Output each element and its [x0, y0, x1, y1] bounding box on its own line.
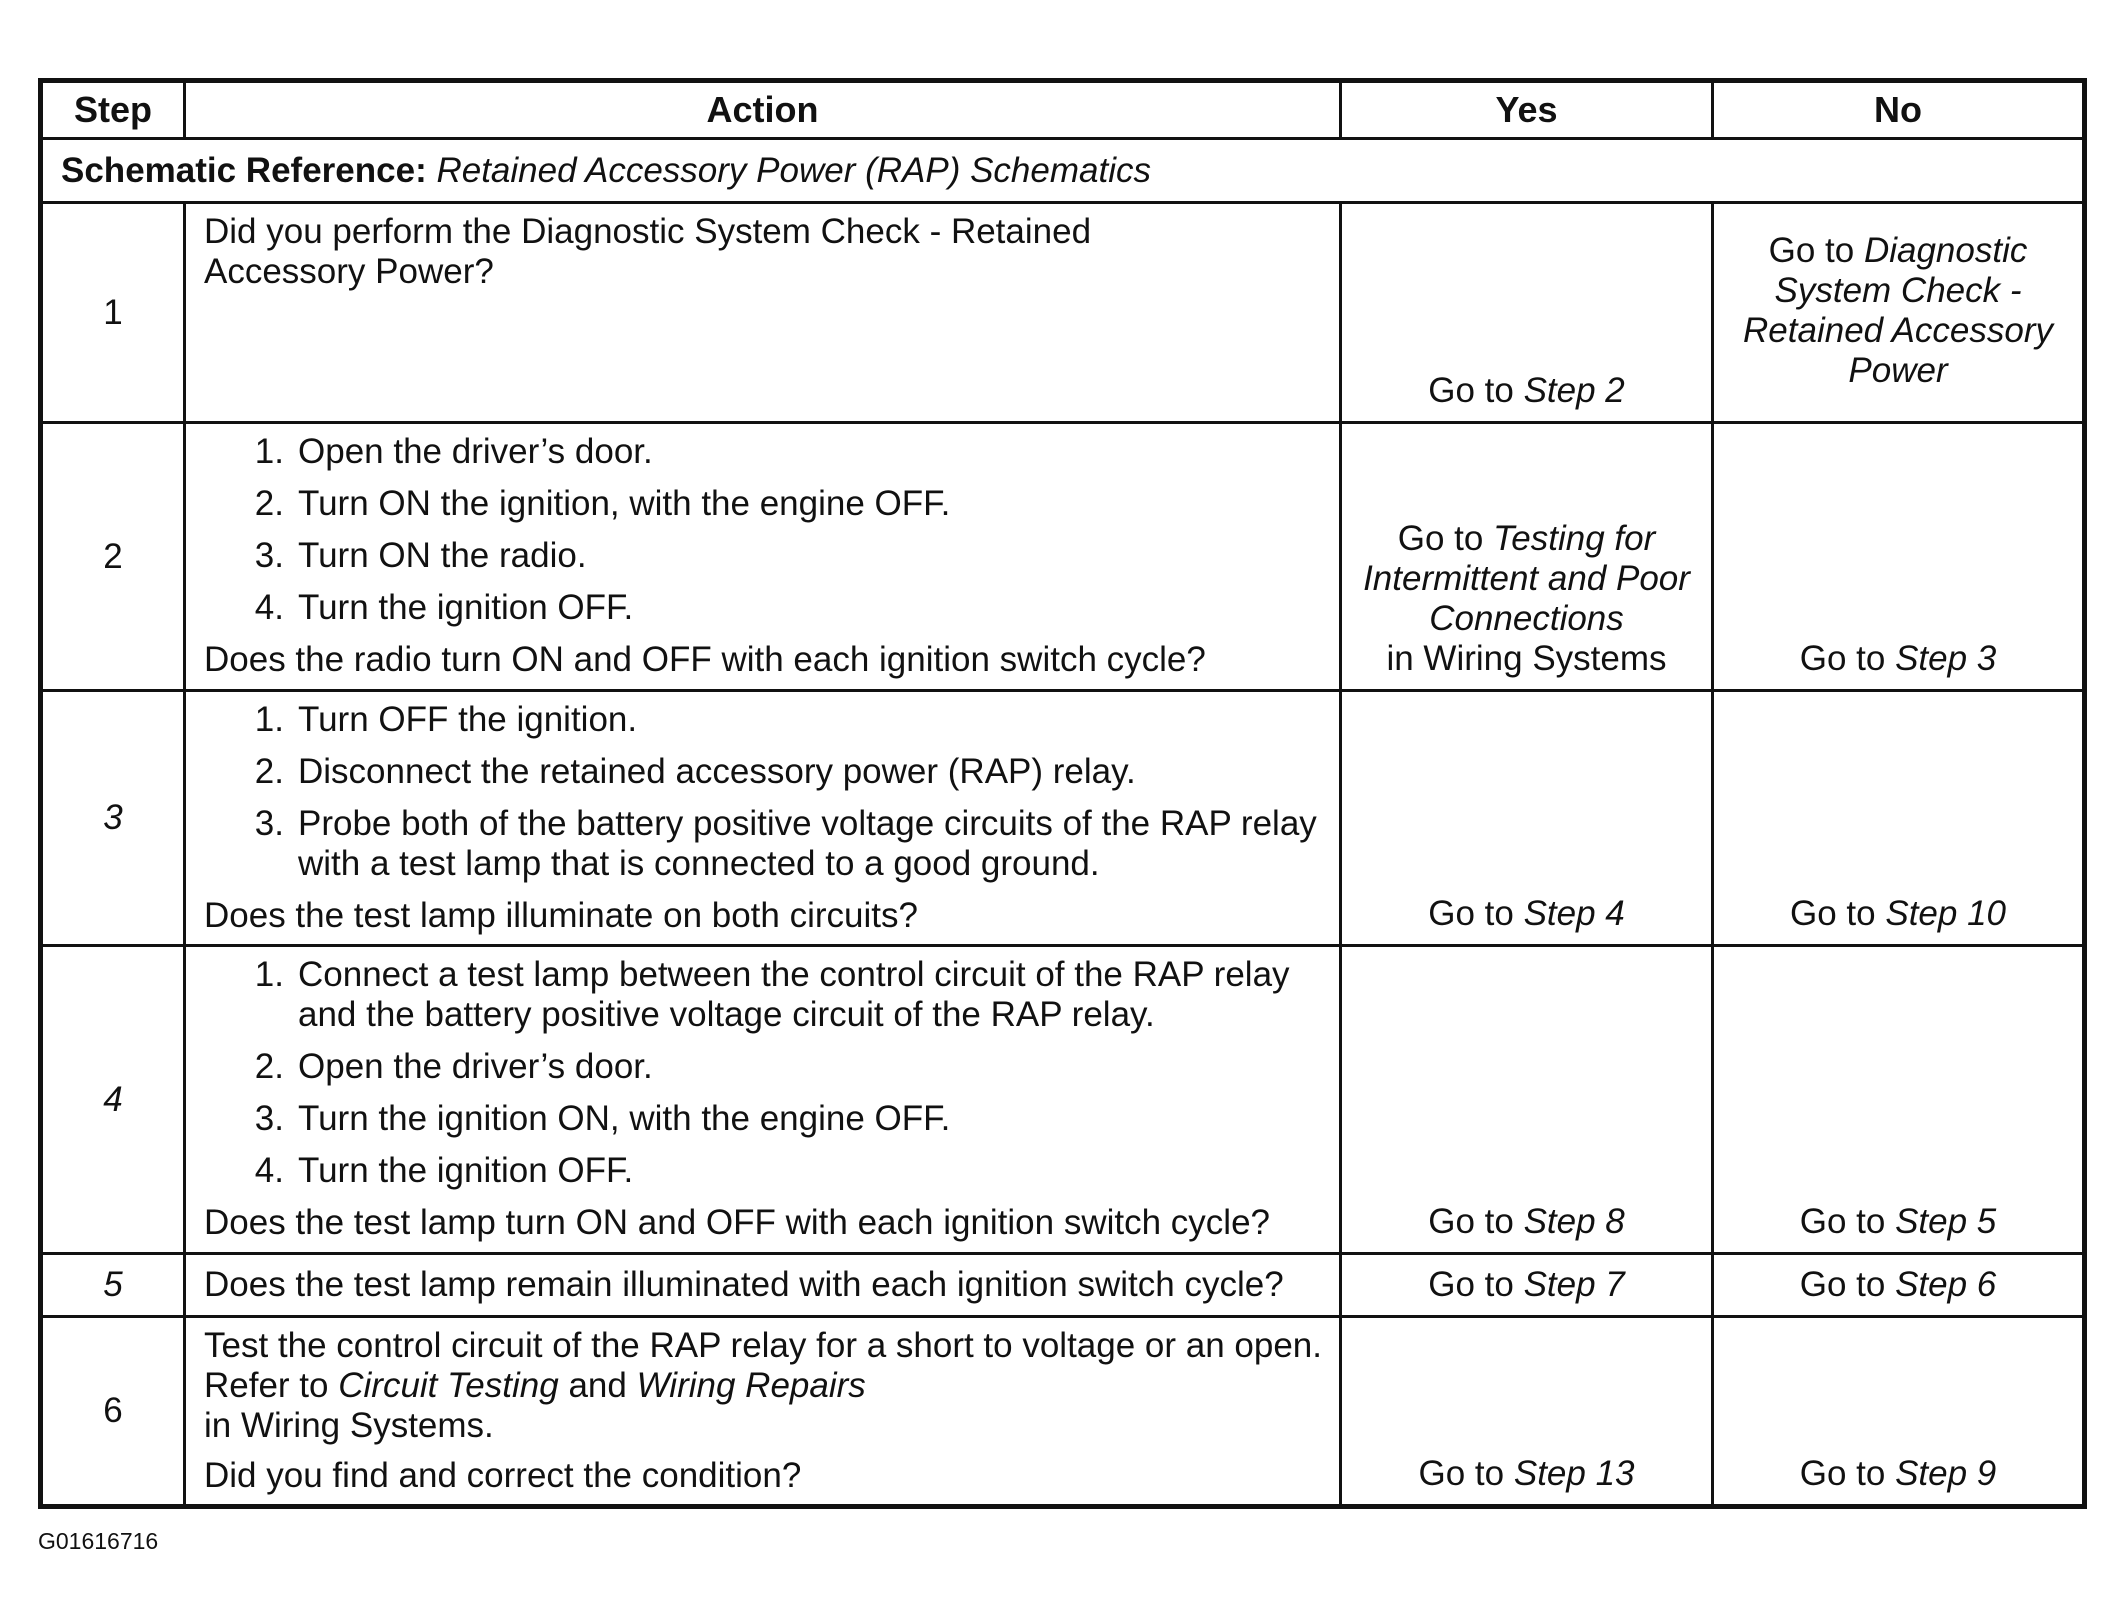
action-step-item: 3. Probe both of the battery positive voltage circuits of the RAP relay with a test lamp that is connected to a good ground. — [254, 804, 1317, 883]
step-number: 6 — [41, 1317, 185, 1507]
no-link[interactable] — [1800, 1265, 1997, 1304]
header-no: No — [1713, 81, 2085, 139]
header-step: Step — [41, 81, 185, 139]
action-step-item: 2. Open the driver’s door. — [254, 1047, 653, 1086]
figure-id: G01616716 — [38, 1528, 159, 1554]
wiring-repairs-link[interactable]: Wiring Repairs — [636, 1366, 866, 1405]
step-question: Did you find and correct the condition? — [204, 1456, 802, 1495]
step-question: Did you perform the Diagnostic System Check - Retained Accessory Power? — [204, 212, 1092, 291]
yes-target: Step 4 — [1523, 894, 1625, 933]
step-number: 5 — [41, 1254, 185, 1317]
no-link[interactable] — [1800, 639, 1997, 678]
yes-target: Step 8 — [1523, 1202, 1625, 1241]
step-question: Does the radio turn ON and OFF with each ignition switch cycle? — [204, 640, 1206, 679]
yes-target: Step 2 — [1523, 371, 1625, 410]
action-cell — [185, 1254, 1341, 1317]
yes-cell — [1341, 423, 1713, 691]
schematic-reference-link[interactable]: Retained Accessory Power (RAP) Schematics — [436, 150, 1151, 190]
schematic-reference-label: Schematic Reference: — [61, 150, 427, 190]
no-cell — [1713, 1254, 2085, 1317]
action-step-item: 4. Turn the ignition OFF. — [254, 1151, 634, 1190]
no-target: Step 10 — [1885, 894, 2006, 933]
yes-target: Step 13 — [1513, 1454, 1635, 1493]
yes-target-suffix: in Wiring Systems — [1386, 639, 1667, 678]
no-target: Diagnostic System Check - Retained Accessory Power — [1743, 230, 2053, 390]
action-step-item: 3. Turn ON the radio. — [254, 536, 587, 575]
header-row — [41, 81, 2085, 139]
yes-link[interactable] — [1428, 371, 1625, 410]
no-target: Step 3 — [1895, 639, 1997, 678]
action-step-item: 1. Open the driver’s door. — [254, 432, 653, 471]
action-cell — [185, 423, 1341, 691]
step-row-5 — [41, 1254, 2085, 1317]
no-cell — [1713, 946, 2085, 1254]
yes-link[interactable] — [1428, 894, 1625, 933]
yes-link[interactable] — [1428, 1202, 1625, 1241]
step-row-4 — [41, 946, 2085, 1254]
schematic-reference — [41, 139, 2085, 203]
step-number: 4 — [41, 946, 185, 1254]
goto-text: Go to — [1768, 230, 1855, 270]
action-cell — [185, 203, 1341, 423]
goto-text: Go to — [1428, 371, 1514, 410]
action-steps — [204, 700, 1325, 884]
action-cell — [185, 1317, 1341, 1507]
yes-link[interactable] — [1363, 519, 1690, 678]
action-step-item: 1. Connect a test lamp between the control circuit of the RAP relay and the battery positive voltage circuit of the RAP relay. — [254, 955, 1290, 1034]
yes-target: Step 7 — [1523, 1265, 1625, 1304]
goto-text: Go to — [1428, 1265, 1514, 1304]
no-cell — [1713, 691, 2085, 946]
header-action: Action — [185, 81, 1341, 139]
no-target: Step 6 — [1895, 1265, 1997, 1304]
no-link[interactable] — [1743, 231, 2053, 390]
action-step-item: 2. Disconnect the retained accessory power (RAP) relay. — [254, 752, 1136, 791]
goto-text: Go to — [1799, 1265, 1886, 1304]
header-yes: Yes — [1341, 81, 1713, 139]
yes-cell — [1341, 691, 1713, 946]
step-number: 3 — [41, 691, 185, 946]
action-cell — [185, 691, 1341, 946]
action-step-item: 2. Turn ON the ignition, with the engine OFF. — [254, 484, 951, 523]
no-link[interactable] — [1800, 1202, 1997, 1241]
step-question: Does the test lamp remain illuminated with each ignition switch cycle? — [204, 1265, 1284, 1304]
action-steps — [204, 432, 1325, 628]
step-row-3 — [41, 691, 2085, 946]
yes-target: Testing for Intermittent and Poor Connections — [1363, 519, 1690, 638]
step-number: 1 — [41, 203, 185, 423]
circuit-testing-link[interactable]: Circuit Testing — [338, 1366, 559, 1405]
action-cell — [185, 946, 1341, 1254]
goto-text: Go to — [1428, 894, 1514, 933]
goto-text: Go to — [1799, 639, 1886, 678]
step-number: 2 — [41, 423, 185, 691]
no-target: Step 9 — [1895, 1454, 1997, 1493]
diagnostic-table — [38, 78, 2087, 1509]
goto-text: Go to — [1397, 519, 1484, 558]
goto-text: Go to — [1790, 894, 1876, 933]
no-target: Step 5 — [1895, 1202, 1997, 1241]
step-row-1 — [41, 203, 2085, 423]
action-step-item: 3. Turn the ignition ON, with the engine OFF. — [254, 1099, 951, 1138]
schematic-reference-row — [41, 139, 2085, 203]
step-question: Does the test lamp turn ON and OFF with each ignition switch cycle? — [204, 1203, 1271, 1242]
step-row-2 — [41, 423, 2085, 691]
no-link[interactable] — [1790, 894, 2006, 933]
goto-text: Go to — [1799, 1454, 1886, 1493]
no-cell — [1713, 1317, 2085, 1507]
step-question: Does the test lamp illuminate on both circuits? — [204, 896, 918, 935]
no-cell — [1713, 203, 2085, 423]
step-row-6 — [41, 1317, 2085, 1507]
yes-cell — [1341, 1317, 1713, 1507]
no-link[interactable] — [1800, 1454, 1997, 1493]
goto-text: Go to — [1799, 1202, 1886, 1241]
goto-text: Go to — [1428, 1202, 1514, 1241]
yes-link[interactable] — [1419, 1454, 1635, 1493]
yes-cell — [1341, 1254, 1713, 1317]
yes-cell — [1341, 946, 1713, 1254]
no-cell — [1713, 423, 2085, 691]
yes-cell — [1341, 203, 1713, 423]
step-instruction: Test the control circuit of the RAP relay for a short to voltage or an open. Refer to Circuit Testing and Wiring Repairs in Wiring Systems. — [204, 1326, 1323, 1445]
action-step-item: 1. Turn OFF the ignition. — [254, 700, 638, 739]
yes-link[interactable] — [1428, 1265, 1625, 1304]
goto-text: Go to — [1418, 1454, 1505, 1493]
action-steps — [204, 955, 1325, 1191]
action-step-item: 4. Turn the ignition OFF. — [254, 588, 634, 627]
